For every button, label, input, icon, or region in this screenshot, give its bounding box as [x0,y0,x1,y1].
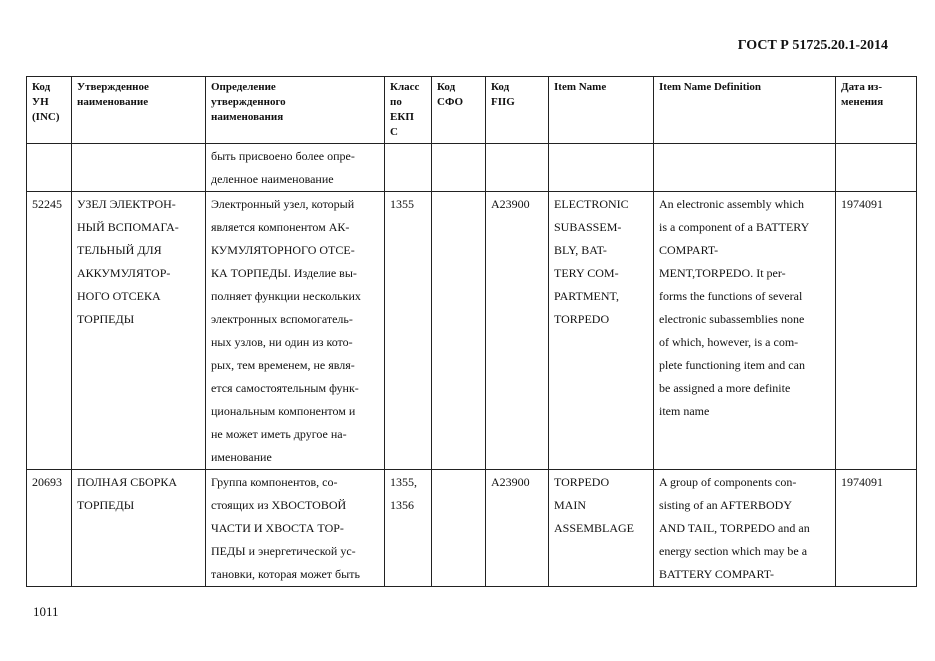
text-line: ется самостоятельным функ- [211,381,359,395]
text-line: electronic subassemblies none [659,312,805,326]
text-line: тановки, которая может быть [211,567,360,581]
document-title: ГОСТ Р 51725.20.1-2014 [737,38,888,53]
text-line: наименования [211,111,284,123]
text-line: КА ТОРПЕДЫ. Изделие вы- [211,266,357,280]
cell-item-name [549,470,654,587]
text-line: TORPEDO [554,475,610,489]
cell-fiig [486,470,549,587]
text-line: Item Name Definition [659,81,762,93]
cell-sfo [432,470,486,587]
cell-inc [27,470,72,587]
text-line: Электронный узел, который [211,197,355,211]
text-line: ных узлов, ни один из кото- [211,335,353,349]
text-line: MAIN [554,498,586,512]
cell-name [72,192,206,470]
text-line: TERY COM- [554,266,619,280]
text-line: FIIG [491,96,515,108]
text-line: полняет функции нескольких [211,289,361,303]
text-line: energy section which may be a [659,544,808,558]
header-row [27,77,917,144]
cell-inc [27,192,72,470]
text-line: 1356 [390,498,414,512]
text-line: стоящих из ХВОСТОВОЙ [211,498,347,512]
cell-date [836,192,917,470]
text-line: A23900 [491,475,530,489]
text-line: MENT,TORPEDO. It per- [659,266,786,280]
text-line: A23900 [491,197,530,211]
text-line: AND TAIL, TORPEDO and an [659,521,810,535]
text-line: Группа компонентов, со- [211,475,338,489]
cell-class [385,144,432,192]
text-line: АККУМУЛЯТОР- [77,266,171,280]
text-line: 20693 [32,475,62,489]
col-header-sfo [432,77,486,144]
cell-item-definition [654,192,836,470]
text-line: Item Name [554,81,607,93]
text-line: TORPEDO [554,312,610,326]
text-line: An electronic assembly which [659,197,804,211]
text-line: Класс [390,81,420,93]
text-line: PARTMENT, [554,289,619,303]
text-line: COMPART- [659,243,719,257]
cell-class [385,192,432,470]
cell-fiig [486,144,549,192]
text-line: ЧАСТИ И ХВОСТА ТОР- [211,521,344,535]
cell-item-name [549,192,654,470]
col-header-date [836,77,917,144]
col-header-inc [27,77,72,144]
text-line: быть присвоено более опре- [211,149,355,163]
text-line: рых, тем временем, не явля- [211,358,355,372]
cell-sfo [432,144,486,192]
text-line: НОГО ОТСЕКА [77,289,161,303]
cell-item-definition [654,470,836,587]
text-line: ELECTRONIC [554,197,629,211]
text-line: BLY, BAT- [554,243,607,257]
nomenclature-table [26,76,917,587]
text-line: ПОЛНАЯ СБОРКА [77,475,178,489]
text-line: 1974091 [841,475,883,489]
cell-class [385,470,432,587]
cell-definition [206,192,385,470]
cell-item-name [549,144,654,192]
text-line: 52245 [32,197,62,211]
text-line: ТОРПЕДЫ [77,312,135,326]
text-line: ЕКП [390,111,414,123]
text-line: sisting of an AFTERBODY [659,498,793,512]
text-line: УЗЕЛ ЭЛЕКТРОН- [77,197,176,211]
text-line: ПЕДЫ и энергетической ус- [211,544,356,558]
text-line: SUBASSEM- [554,220,622,234]
col-header-fiig [486,77,549,144]
cell-item-definition [654,144,836,192]
text-line: КУМУЛЯТОРНОГО ОТСЕ- [211,243,355,257]
cell-definition [206,470,385,587]
text-line: деленное наименование [211,172,334,186]
table-row [27,144,917,192]
text-line: не может иметь другое на- [211,427,347,441]
col-header-item-name [549,77,654,144]
text-line: Определение [211,81,276,93]
text-line: item name [659,404,710,418]
col-header-class [385,77,432,144]
text-line: forms the functions of several [659,289,803,303]
text-line: циональным компонентом и [211,404,356,418]
cell-definition [206,144,385,192]
text-line: СФО [437,96,464,108]
cell-inc [27,144,72,192]
text-line: (INC) [32,111,60,123]
col-header-item-definition [654,77,836,144]
text-line: наименование [77,96,149,108]
col-header-name [72,77,206,144]
text-line: A group of components con- [659,475,797,489]
text-line: ТОРПЕДЫ [77,498,135,512]
text-line: Код [437,81,456,93]
text-line: Дата из- [841,81,882,93]
text-line: plete functioning item and can [659,358,805,372]
cell-fiig [486,192,549,470]
text-line: 1974091 [841,197,883,211]
text-line: УН [32,96,49,108]
text-line: of which, however, is a com- [659,335,799,349]
text-line: 1355 [390,197,414,211]
text-line: 1355, [390,475,417,489]
text-line: be assigned a more definite [659,381,791,395]
text-line: Код [491,81,510,93]
text-line: электронных вспомогатель- [211,312,353,326]
table-row [27,192,917,470]
text-line: Код [32,81,51,93]
text-line: менения [841,96,884,108]
text-line: НЫЙ ВСПОМАГА- [77,220,179,234]
page-number: 1011 [33,604,59,619]
cell-name [72,470,206,587]
cell-date [836,470,917,587]
text-line: is a component of a BATTERY [659,220,810,234]
text-line: С [390,126,398,138]
cell-sfo [432,192,486,470]
text-line: является компонентом АК- [211,220,350,234]
text-line: ASSEMBLAGE [554,521,635,535]
cell-date [836,144,917,192]
table-row [27,470,917,587]
col-header-definition [206,77,385,144]
cell-name [72,144,206,192]
text-line: утвержденного [211,96,286,108]
text-line: ТЕЛЬНЫЙ ДЛЯ [77,243,162,257]
text-line: по [390,96,402,108]
text-line: Утвержденное [77,81,149,93]
text-line: BATTERY COMPART- [659,567,774,581]
text-line: именование [211,450,272,464]
